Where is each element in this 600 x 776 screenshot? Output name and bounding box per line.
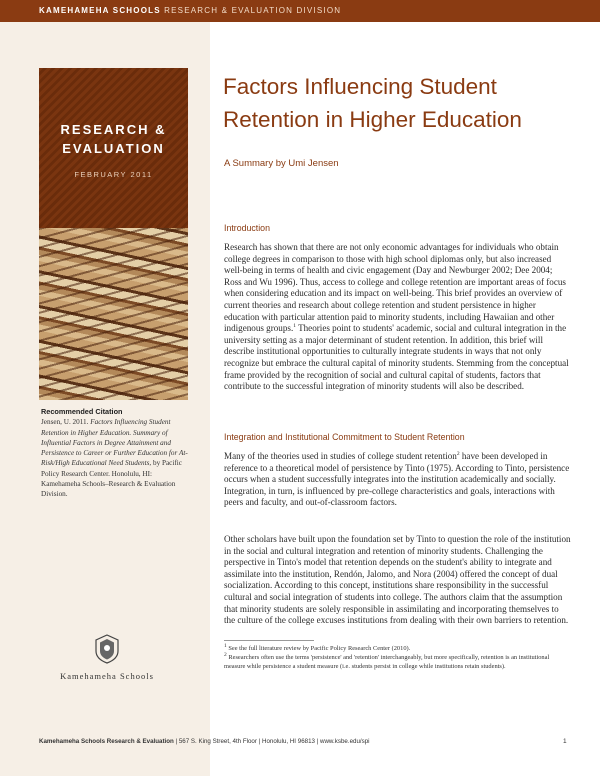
integration-paragraph-1 (224, 451, 571, 509)
badge-title (39, 120, 188, 158)
footnote-1 (224, 644, 571, 653)
footnote-ref-1[interactable]: 1 (293, 323, 296, 330)
crest-icon (94, 634, 120, 664)
integration-text-1a: Many of the theories used in studies of college student retention (224, 451, 457, 461)
footnote-2-text: Researchers often use the terms 'persistence' and 'retention' interchangeably, but more specifically, retention is an institutional measure while persistence a student measure (i.e. students persist in college while institutions retain students). (224, 654, 550, 671)
page-title: Factors Influencing Student Retention in Higher Education (223, 74, 522, 132)
footer-org: Kamehameha Schools Research & Evaluation (39, 738, 174, 745)
intro-text-1: Research has shown that there are not only economic advantages for individuals who obtain college degrees in comparison to those with high school diplomas only, but also increased well-being in terms of health and civic engagement (Day and Newburger 2002; Dee 2004; Ross and Wu 1996). Thus, access to college and college retention are important areas of focus when considering education and its impact on well-being. This brief provides an overview of current theories and research about college retention and student persistence in higher education with particular attention paid to minority students, including Hawaiian and other indigenous groups. (224, 242, 566, 334)
publication-date: FEBRUARY 2011 (74, 170, 153, 179)
header-bar (0, 0, 600, 22)
badge-line2: EVALUATION (62, 141, 165, 156)
footnote-2 (224, 653, 571, 671)
integration-paragraph-2: Other scholars have built upon the foundation set by Tinto to question the role of the institution in the social and cultural integration and retention of minority students. Challenging the perspective in Tinto's model that retention depends on the student's ability to integrate and assimilate into the institution, Rendón, Jalomo, and Nora (2004) offered the concept of dual socialization. According to this concept, institutions share responsibility in the successful cultural and social integration of students into college. The authors claim that the assumption that minority students are solely responsible in assimilating and incorporating themselves to the culture of the college excuses institutions from dealing with their own barriers to retention. (224, 534, 571, 626)
citation-body (41, 417, 193, 499)
footnote-1-mark: 1 (224, 642, 227, 649)
header-org: KAMEHAMEHA SCHOOLS (39, 6, 161, 15)
intro-heading: Introduction (224, 223, 270, 233)
header-text (39, 6, 341, 15)
citation-publisher: by Pacific Policy Research Center. Honolulu, HI: Kamehameha Schools–Research & Evaluation Division. (41, 459, 182, 499)
page-footer (0, 735, 600, 755)
byline: A Summary by Umi Jensen (224, 158, 339, 169)
recommended-citation (41, 407, 193, 500)
citation-title: Factors Influencing Student Retention in Higher Education. Summary of Influential Factors in Degree Attainment and Persistence to Career or Further Education for At-Risk/High Educational Need Students, (41, 418, 188, 468)
intro-paragraph (224, 242, 571, 393)
badge-line1: RESEARCH & (60, 122, 167, 137)
page-number: 1 (563, 738, 567, 745)
intro-text-2: Theories point to students' academic, social and cultural integration in the university setting as a major determinant of student retention. In addition, this brief will describe institutional opportunities to culturally integrate students in ways that not only recognize but embrace the cultural capital of minority students. Stemming from the conceptual frame provided by the recognition of social and cultural capital of students, factors that contribute to the successful integration of minority students will also be described. (224, 323, 569, 392)
footnotes (224, 644, 571, 671)
footnote-divider (224, 640, 314, 641)
section-heading-integration: Integration and Institutional Commitment to Student Retention (224, 432, 465, 442)
footnote-ref-2[interactable]: 2 (456, 450, 460, 457)
footnote-1-text: See the full literature review by Pacific Policy Research Center (2010). (226, 645, 411, 652)
header-division: RESEARCH & EVALUATION DIVISION (160, 6, 342, 15)
cover-image (39, 68, 188, 400)
logo-wordmark: Kamehameha Schools (60, 671, 154, 681)
footer-text (39, 738, 370, 745)
tapa-cloth-photo (39, 228, 188, 400)
footnote-2-mark: 2 (224, 651, 227, 658)
integration-text-1b: have been developed in reference to a theoretical model of persistence by Tinto (1975). According to Tinto, persistence occurs when a student successfully integrates into the institution academically and socially. Integration, in turn, is influenced by pre-college characteristics and goals, interactions with peers and faculty, and out-of-classroom factors. (224, 451, 570, 508)
citation-heading: Recommended Citation (41, 407, 123, 416)
kamehameha-logo (52, 634, 162, 681)
footer-address: | 567 S. King Street, 4th Floor | Honolulu, HI 96813 | www.ksbe.edu/spi (173, 738, 370, 745)
citation-author: Jensen, U. 2011. (41, 418, 91, 427)
